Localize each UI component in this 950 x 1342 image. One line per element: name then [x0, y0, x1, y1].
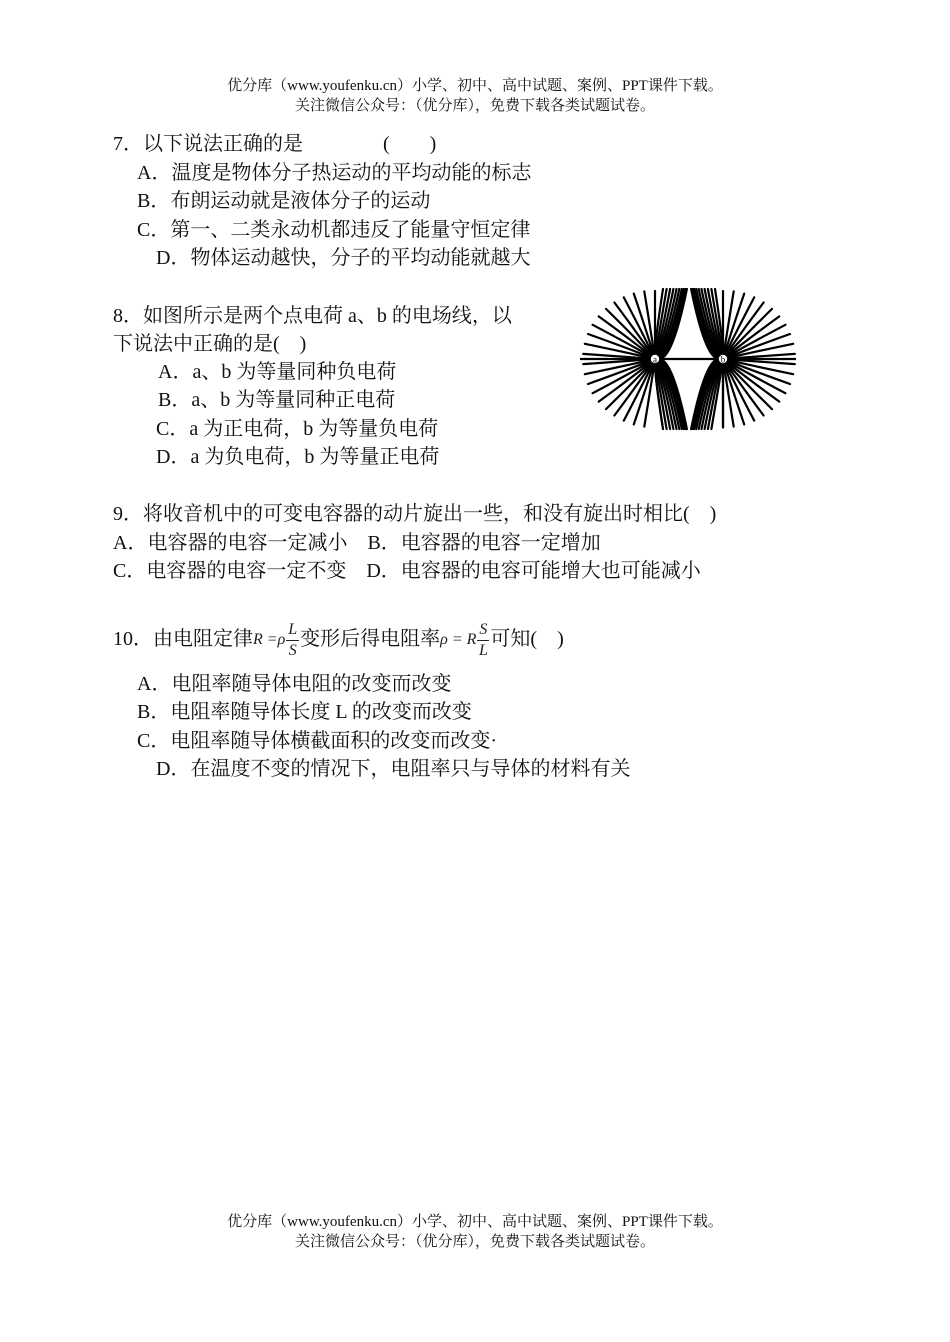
q10-option-b: B．电阻率随导体长度 L 的改变而改变 — [137, 701, 472, 723]
formula-1-lhs: R =ρ — [253, 631, 286, 649]
q10-stem-suffix: 可知( ) — [490, 628, 564, 650]
charge-b-label: b — [720, 354, 726, 365]
footer-line-1: 优分库（www.youfenku.cn）小学、初中、高中试题、案例、PPT课件下载。 — [227, 1214, 723, 1230]
q7-option-d: D．物体运动越快，分子的平均动能就越大 — [156, 247, 531, 269]
electric-field-lines-figure — [578, 288, 798, 438]
q8-stem-line-1: 8．如图所示是两个点电荷 a、b 的电场线，以 — [113, 305, 512, 327]
formula-2-numerator: S — [477, 620, 489, 641]
q8-option-b: B．a、b 为等量同种正电荷 — [158, 389, 396, 411]
header-line-2: 关注微信公众号：（优分库），免费下载各类试题试卷。 — [294, 98, 655, 114]
q8-option-c: C．a 为正电荷，b 为等量负电荷 — [156, 418, 439, 440]
formula-1-fraction — [286, 620, 299, 661]
q10-stem-middle: 变形后得电阻率 — [300, 628, 441, 650]
formula-1-denominator: S — [288, 642, 297, 660]
resistance-law-formula — [253, 616, 300, 664]
formula-2-lhs: ρ = R — [440, 631, 477, 649]
formula-2-denominator: L — [478, 642, 488, 660]
q10-stem-prefix: 10．由电阻定律 — [113, 628, 253, 650]
q8-option-d: D．a 为负电荷，b 为等量正电荷 — [156, 446, 440, 468]
q8-stem-line-2: 下说法中正确的是( ) — [113, 333, 307, 355]
q10-stem — [113, 615, 564, 664]
q10-option-a: A．电阻率随导体电阻的改变而改变 — [137, 673, 452, 695]
footer-line-2: 关注微信公众号：（优分库），免费下载各类试题试卷。 — [294, 1234, 655, 1250]
page-header — [0, 76, 950, 116]
charge-a-label: a — [653, 354, 657, 365]
q7-option-c: C．第一、二类永动机都违反了能量守恒定律 — [137, 219, 531, 241]
q9-stem: 9．将收音机中的可变电容器的动片旋出一些，和没有旋出时相比( ) — [113, 503, 717, 525]
q7-option-b: B．布朗运动就是液体分子的运动 — [137, 190, 431, 212]
resistivity-formula — [440, 616, 490, 664]
q8-option-a: A．a、b 为等量同种负电荷 — [158, 361, 397, 383]
q9-options-row-1: A．电容器的电容一定减小 B．电容器的电容一定增加 — [113, 532, 601, 554]
q7-stem: 7．以下说法正确的是 ( ) — [113, 133, 437, 155]
page-footer — [0, 1212, 950, 1252]
q7-option-a: A．温度是物体分子热运动的平均动能的标志 — [137, 162, 532, 184]
q10-option-d: D．在温度不变的情况下，电阻率只与导体的材料有关 — [156, 758, 631, 780]
q9-options-row-2: C．电容器的电容一定不变 D．电容器的电容可能增大也可能减小 — [113, 560, 701, 582]
formula-2-fraction — [477, 620, 489, 661]
formula-1-numerator: L — [286, 620, 299, 641]
header-line-1: 优分库（www.youfenku.cn）小学、初中、高中试题、案例、PPT课件下载。 — [227, 78, 723, 94]
q10-option-c: C．电阻率随导体横截面积的改变而改变· — [137, 730, 497, 752]
